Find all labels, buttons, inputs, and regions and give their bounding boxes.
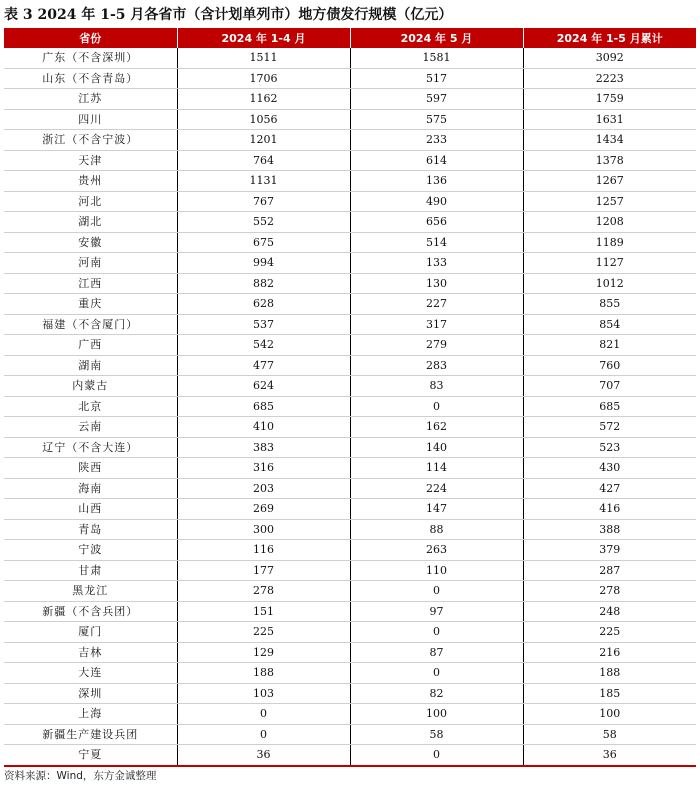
cell-province: 深圳 — [4, 683, 177, 704]
cell-cumulative: 427 — [523, 478, 696, 499]
cell-may: 597 — [350, 89, 523, 110]
cell-jan-apr: 316 — [177, 458, 350, 479]
table-row — [4, 376, 696, 397]
table-row — [4, 560, 696, 581]
cell-may: 82 — [350, 683, 523, 704]
cell-province: 辽宁（不含大连） — [4, 437, 177, 458]
cell-may: 514 — [350, 232, 523, 253]
table-row — [4, 314, 696, 335]
cell-may: 0 — [350, 622, 523, 643]
cell-province: 天津 — [4, 150, 177, 171]
cell-may: 0 — [350, 581, 523, 602]
cell-province: 湖南 — [4, 355, 177, 376]
cell-cumulative: 523 — [523, 437, 696, 458]
cell-province: 福建（不含厦门） — [4, 314, 177, 335]
cell-cumulative: 188 — [523, 663, 696, 684]
cell-cumulative: 430 — [523, 458, 696, 479]
cell-jan-apr: 477 — [177, 355, 350, 376]
cell-cumulative: 100 — [523, 704, 696, 725]
cell-may: 227 — [350, 294, 523, 315]
cell-province: 重庆 — [4, 294, 177, 315]
cell-province: 新疆（不含兵团） — [4, 601, 177, 622]
cell-province: 大连 — [4, 663, 177, 684]
cell-cumulative: 855 — [523, 294, 696, 315]
cell-may: 656 — [350, 212, 523, 233]
cell-province: 江苏 — [4, 89, 177, 110]
cell-province: 云南 — [4, 417, 177, 438]
table-row — [4, 519, 696, 540]
cell-jan-apr: 269 — [177, 499, 350, 520]
cell-cumulative: 1189 — [523, 232, 696, 253]
cell-jan-apr: 225 — [177, 622, 350, 643]
cell-province: 陕西 — [4, 458, 177, 479]
cell-may: 517 — [350, 68, 523, 89]
cell-jan-apr: 685 — [177, 396, 350, 417]
cell-may: 110 — [350, 560, 523, 581]
cell-may: 100 — [350, 704, 523, 725]
cell-jan-apr: 151 — [177, 601, 350, 622]
table-row — [4, 601, 696, 622]
cell-jan-apr: 103 — [177, 683, 350, 704]
cell-may: 58 — [350, 724, 523, 745]
cell-may: 575 — [350, 109, 523, 130]
table-row — [4, 540, 696, 561]
cell-cumulative: 707 — [523, 376, 696, 397]
cell-may: 1581 — [350, 48, 523, 68]
cell-cumulative: 225 — [523, 622, 696, 643]
cell-jan-apr: 383 — [177, 437, 350, 458]
cell-jan-apr: 278 — [177, 581, 350, 602]
cell-cumulative: 36 — [523, 745, 696, 766]
cell-jan-apr: 1162 — [177, 89, 350, 110]
cell-may: 130 — [350, 273, 523, 294]
cell-province: 河北 — [4, 191, 177, 212]
header-province: 省份 — [4, 28, 177, 48]
cell-cumulative: 58 — [523, 724, 696, 745]
table-row — [4, 150, 696, 171]
cell-jan-apr: 994 — [177, 253, 350, 274]
cell-province: 贵州 — [4, 171, 177, 192]
table-row — [4, 212, 696, 233]
cell-cumulative: 2223 — [523, 68, 696, 89]
table-row — [4, 745, 696, 766]
cell-jan-apr: 0 — [177, 724, 350, 745]
cell-jan-apr: 410 — [177, 417, 350, 438]
header-may: 2024 年 5 月 — [350, 28, 523, 48]
cell-may: 136 — [350, 171, 523, 192]
cell-jan-apr: 129 — [177, 642, 350, 663]
cell-province: 江西 — [4, 273, 177, 294]
cell-may: 224 — [350, 478, 523, 499]
cell-province: 山东（不含青岛） — [4, 68, 177, 89]
cell-may: 0 — [350, 663, 523, 684]
table-row — [4, 724, 696, 745]
cell-jan-apr: 0 — [177, 704, 350, 725]
cell-province: 黑龙江 — [4, 581, 177, 602]
cell-cumulative: 3092 — [523, 48, 696, 68]
table-row — [4, 417, 696, 438]
cell-may: 283 — [350, 355, 523, 376]
cell-may: 88 — [350, 519, 523, 540]
table-row — [4, 642, 696, 663]
table-row — [4, 253, 696, 274]
cell-jan-apr: 552 — [177, 212, 350, 233]
cell-jan-apr: 188 — [177, 663, 350, 684]
cell-may: 0 — [350, 396, 523, 417]
cell-jan-apr: 1706 — [177, 68, 350, 89]
cell-province: 宁夏 — [4, 745, 177, 766]
cell-cumulative: 1759 — [523, 89, 696, 110]
cell-jan-apr: 764 — [177, 150, 350, 171]
cell-province: 四川 — [4, 109, 177, 130]
cell-cumulative: 416 — [523, 499, 696, 520]
header-cumulative: 2024 年 1-5 月累计 — [523, 28, 696, 48]
cell-province: 内蒙古 — [4, 376, 177, 397]
cell-jan-apr: 1131 — [177, 171, 350, 192]
table-header — [4, 28, 696, 48]
cell-province: 广西 — [4, 335, 177, 356]
cell-province: 上海 — [4, 704, 177, 725]
cell-cumulative: 248 — [523, 601, 696, 622]
cell-province: 北京 — [4, 396, 177, 417]
table-row — [4, 171, 696, 192]
cell-cumulative: 572 — [523, 417, 696, 438]
table-row — [4, 130, 696, 151]
cell-jan-apr: 177 — [177, 560, 350, 581]
cell-may: 317 — [350, 314, 523, 335]
cell-cumulative: 685 — [523, 396, 696, 417]
cell-cumulative: 821 — [523, 335, 696, 356]
cell-may: 263 — [350, 540, 523, 561]
cell-province: 湖北 — [4, 212, 177, 233]
cell-province: 宁波 — [4, 540, 177, 561]
table-row — [4, 191, 696, 212]
cell-cumulative: 185 — [523, 683, 696, 704]
bond-issuance-table — [4, 28, 696, 767]
table-row — [4, 396, 696, 417]
cell-province: 河南 — [4, 253, 177, 274]
cell-cumulative: 216 — [523, 642, 696, 663]
cell-jan-apr: 36 — [177, 745, 350, 766]
cell-jan-apr: 1511 — [177, 48, 350, 68]
cell-cumulative: 287 — [523, 560, 696, 581]
cell-jan-apr: 1056 — [177, 109, 350, 130]
table-title: 表 3 2024 年 1-5 月各省市（含计划单列市）地方债发行规模（亿元） — [4, 7, 453, 23]
source-note: 资料来源：Wind，东方金诚整理 — [4, 770, 157, 782]
cell-province: 厦门 — [4, 622, 177, 643]
table-row — [4, 683, 696, 704]
cell-may: 490 — [350, 191, 523, 212]
cell-cumulative: 1012 — [523, 273, 696, 294]
cell-cumulative: 1378 — [523, 150, 696, 171]
cell-may: 0 — [350, 745, 523, 766]
table-row — [4, 622, 696, 643]
table-row — [4, 437, 696, 458]
table-body — [4, 48, 696, 766]
cell-jan-apr: 675 — [177, 232, 350, 253]
cell-jan-apr: 624 — [177, 376, 350, 397]
cell-jan-apr: 542 — [177, 335, 350, 356]
cell-cumulative: 854 — [523, 314, 696, 335]
table-row — [4, 68, 696, 89]
cell-may: 162 — [350, 417, 523, 438]
table-row — [4, 458, 696, 479]
cell-jan-apr: 203 — [177, 478, 350, 499]
cell-may: 97 — [350, 601, 523, 622]
cell-jan-apr: 537 — [177, 314, 350, 335]
table-row — [4, 335, 696, 356]
cell-may: 279 — [350, 335, 523, 356]
cell-cumulative: 1127 — [523, 253, 696, 274]
table-row — [4, 478, 696, 499]
table-row — [4, 663, 696, 684]
cell-may: 87 — [350, 642, 523, 663]
cell-province: 山西 — [4, 499, 177, 520]
cell-may: 233 — [350, 130, 523, 151]
cell-jan-apr: 767 — [177, 191, 350, 212]
table-row — [4, 48, 696, 68]
cell-may: 614 — [350, 150, 523, 171]
table-row — [4, 499, 696, 520]
table-row — [4, 89, 696, 110]
table-row — [4, 355, 696, 376]
cell-province: 吉林 — [4, 642, 177, 663]
cell-cumulative: 1631 — [523, 109, 696, 130]
cell-cumulative: 388 — [523, 519, 696, 540]
cell-jan-apr: 628 — [177, 294, 350, 315]
table-row — [4, 581, 696, 602]
table-row — [4, 294, 696, 315]
cell-cumulative: 1267 — [523, 171, 696, 192]
cell-province: 甘肃 — [4, 560, 177, 581]
header-jan-apr: 2024 年 1-4 月 — [177, 28, 350, 48]
cell-cumulative: 278 — [523, 581, 696, 602]
cell-cumulative: 1208 — [523, 212, 696, 233]
table-row — [4, 232, 696, 253]
cell-jan-apr: 300 — [177, 519, 350, 540]
table-row — [4, 273, 696, 294]
cell-cumulative: 1434 — [523, 130, 696, 151]
cell-may: 147 — [350, 499, 523, 520]
cell-may: 140 — [350, 437, 523, 458]
cell-cumulative: 760 — [523, 355, 696, 376]
cell-province: 浙江（不含宁波） — [4, 130, 177, 151]
cell-province: 安徽 — [4, 232, 177, 253]
cell-cumulative: 1257 — [523, 191, 696, 212]
table-row — [4, 109, 696, 130]
cell-province: 新疆生产建设兵团 — [4, 724, 177, 745]
cell-cumulative: 379 — [523, 540, 696, 561]
cell-may: 133 — [350, 253, 523, 274]
table-row — [4, 704, 696, 725]
cell-may: 114 — [350, 458, 523, 479]
cell-province: 海南 — [4, 478, 177, 499]
cell-province: 广东（不含深圳） — [4, 48, 177, 68]
cell-jan-apr: 116 — [177, 540, 350, 561]
cell-jan-apr: 1201 — [177, 130, 350, 151]
cell-province: 青岛 — [4, 519, 177, 540]
cell-may: 83 — [350, 376, 523, 397]
cell-jan-apr: 882 — [177, 273, 350, 294]
